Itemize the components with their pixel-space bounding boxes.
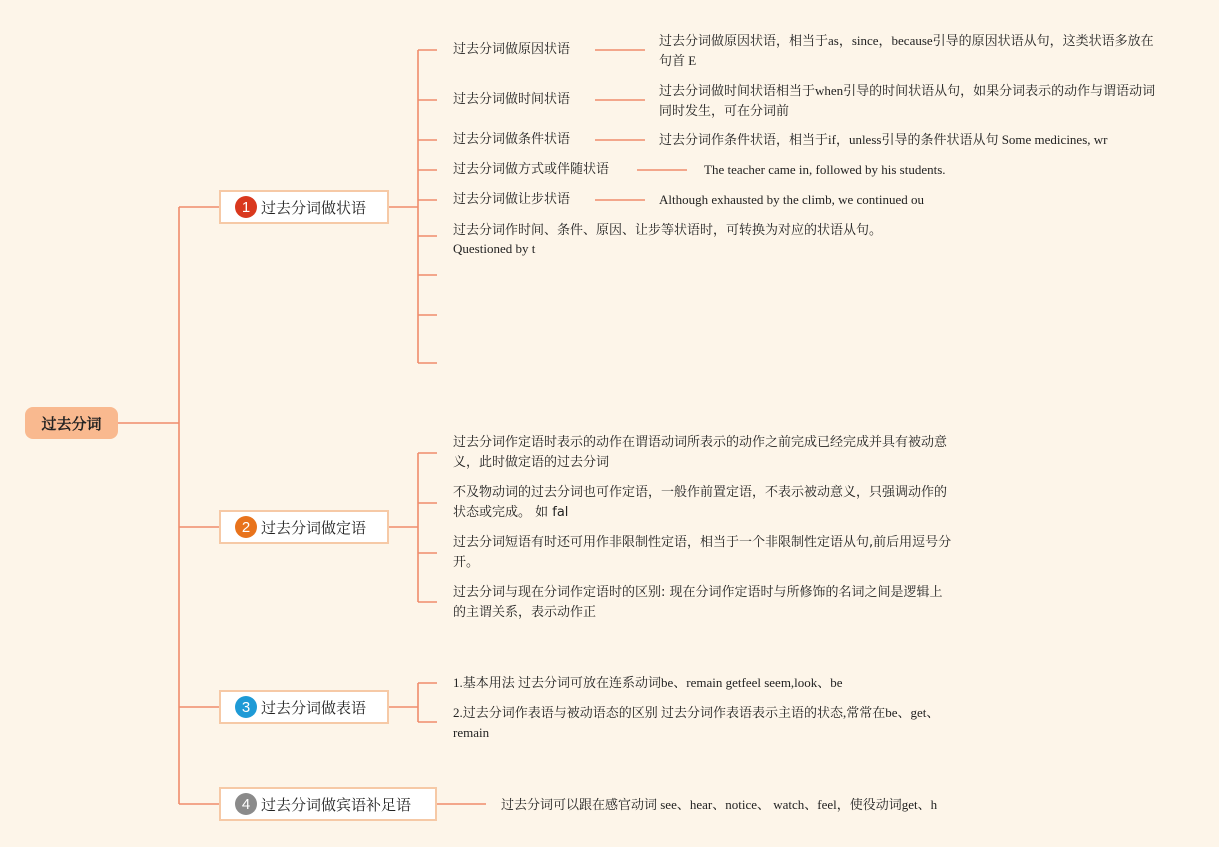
leaf-predicative-2[interactable]: 2.过去分词作表语与被动语态的区别 过去分词作表语表示主语的状态,常常在be、get、 remain xyxy=(453,705,940,740)
branch-label: 过去分词做状语 xyxy=(261,198,367,217)
branch-object-complement[interactable] xyxy=(219,787,437,821)
leaf-object-complement[interactable]: 过去分词可以跟在感官动词 see、hear、notice、 watch、feel，使役动词get、h xyxy=(501,797,938,812)
leaf-concession-adverbial[interactable]: 过去分词做让步状语 xyxy=(453,192,571,207)
number-2-icon: 2 xyxy=(235,516,257,538)
leaf-condition-detail: 过去分词作条件状语，相当于if，unless引导的条件状语从句 Some medicines, wr xyxy=(659,132,1108,147)
number-1-icon: 1 xyxy=(235,196,257,218)
leaf-time-adverbial[interactable]: 过去分词做时间状语 xyxy=(453,92,571,107)
leaf-manner-adverbial[interactable]: 过去分词做方式或伴随状语 xyxy=(453,162,610,177)
number-3-icon: 3 xyxy=(235,696,257,718)
root-label: 过去分词 xyxy=(41,414,102,433)
leaf-attributive-4[interactable]: 过去分词与现在分词作定语时的区别: 现在分词作定语时与所修饰的名词之间是逻辑上的主谓关系，表示动作正 xyxy=(453,585,943,620)
branch-label: 过去分词做表语 xyxy=(261,698,367,717)
leaf-attributive-1[interactable]: 过去分词作定语时表示的动作在谓语动词所表示的动作之前完成已经完成并具有被动意义，此时做定语的过去分词 xyxy=(453,435,948,470)
leaf-concession-detail: Although exhausted by the climb, we continued ou xyxy=(659,192,925,207)
root-node[interactable] xyxy=(25,407,118,439)
leaf-condition-adverbial[interactable]: 过去分词做条件状语 xyxy=(453,132,571,147)
leaf-reason-detail: 过去分词做原因状语，相当于as，since，because引导的原因状语从句，这类状语多放在句首 E xyxy=(659,33,1154,68)
leaf-attributive-3[interactable]: 过去分词短语有时还可用作非限制性定语，相当于一个非限制性定语从句,前后用逗号分开。 xyxy=(453,535,952,570)
leaf-conversion-example: Questioned by t xyxy=(453,241,536,256)
leaf-reason-adverbial[interactable]: 过去分词做原因状语 xyxy=(453,42,571,57)
leaf-predicative-1[interactable]: 1.基本用法 过去分词可放在连系动词be、remain getfeel seem,look、be xyxy=(453,675,843,690)
leaf-attributive-2[interactable]: 不及物动词的过去分词也可作定语，一般作前置定语，不表示被动意义，只强调动作的状态或完成。 如 fal xyxy=(453,485,948,520)
leaf-conversion-note[interactable]: 过去分词作时间、条件、原因、让步等状语时，可转换为对应的状语从句。 xyxy=(453,223,883,238)
branch-predicative[interactable] xyxy=(219,690,389,724)
branch-adverbial[interactable] xyxy=(219,190,389,224)
branch-attributive[interactable] xyxy=(219,510,389,544)
number-4-icon: 4 xyxy=(235,793,257,815)
leaf-manner-detail: The teacher came in, followed by his students. xyxy=(704,162,946,177)
branch-label: 过去分词做宾语补足语 xyxy=(261,795,412,814)
leaf-time-detail: 过去分词做时间状语相当于when引导的时间状语从句，如果分词表示的动作与谓语动词同时发生，可在分词前 xyxy=(659,83,1156,118)
branch-label: 过去分词做定语 xyxy=(261,518,367,537)
